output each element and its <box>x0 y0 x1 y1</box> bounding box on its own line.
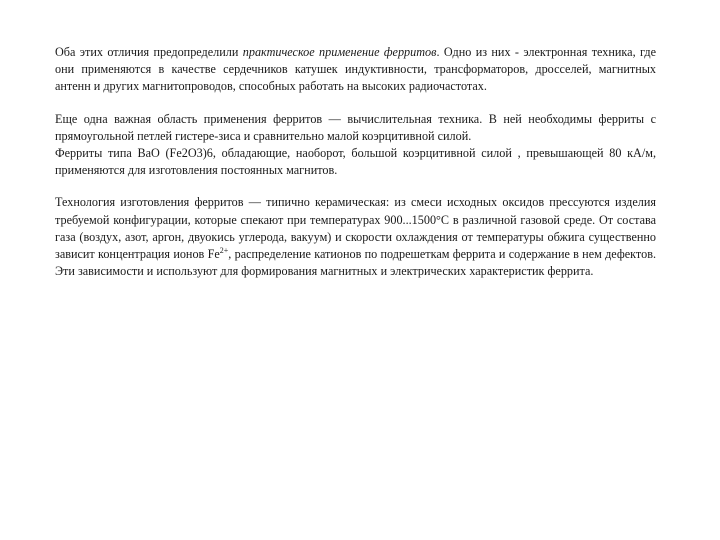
superscript-charge: 2+ <box>219 245 229 255</box>
paragraph-text: Технология изготовления ферритов — типично керамическая: из смеси исходных оксидов прессуются изделия требуемой конфигурации, которые спекают при температурах 900...1500°С в различной газовой среде. От состава газа (воздух, азот, аргон, двуокись углерода, вакуум) и скорости охлаждения от температуры обжига существенно зависит концентрация ионов Fe <box>55 195 656 262</box>
paragraph-computing: Еще одна важная область применения ферритов — вычислительная техника. В ней необходимы ферриты с прямоугольной петлей гистере-зиса и сравнительно малой коэрцитивной силой. <box>55 111 656 143</box>
document-body <box>55 44 656 280</box>
paragraph-text: . Одно из них - электронная техника, где они применяются в качестве сердечников катушек индуктивности, трансформаторов, дросселей, магнитных антенн и других магнитопроводов, способных работать на высоких радиочастотах. <box>55 45 656 94</box>
paragraph-technology <box>55 194 656 280</box>
paragraph-text: , распределение катионов по подрешеткам феррита и содержание в нем дефектов. Эти зависимости и используют для формирования магнитных и электрических характеристик феррита. <box>55 247 656 279</box>
emphasized-text: практическое применение ферритов <box>242 45 437 59</box>
paragraph-permanent-magnets: Ферриты типа ВаО (Fe2O3)6, обладающие, наоборот, большой коэрцитивной силой , превышающей 80 кА/м, применяются для изготовления постоянных магнитов. <box>55 146 656 178</box>
paragraph-text: Оба этих отличия предопределили <box>55 45 243 59</box>
paragraph-ferrite-applications <box>55 44 656 96</box>
